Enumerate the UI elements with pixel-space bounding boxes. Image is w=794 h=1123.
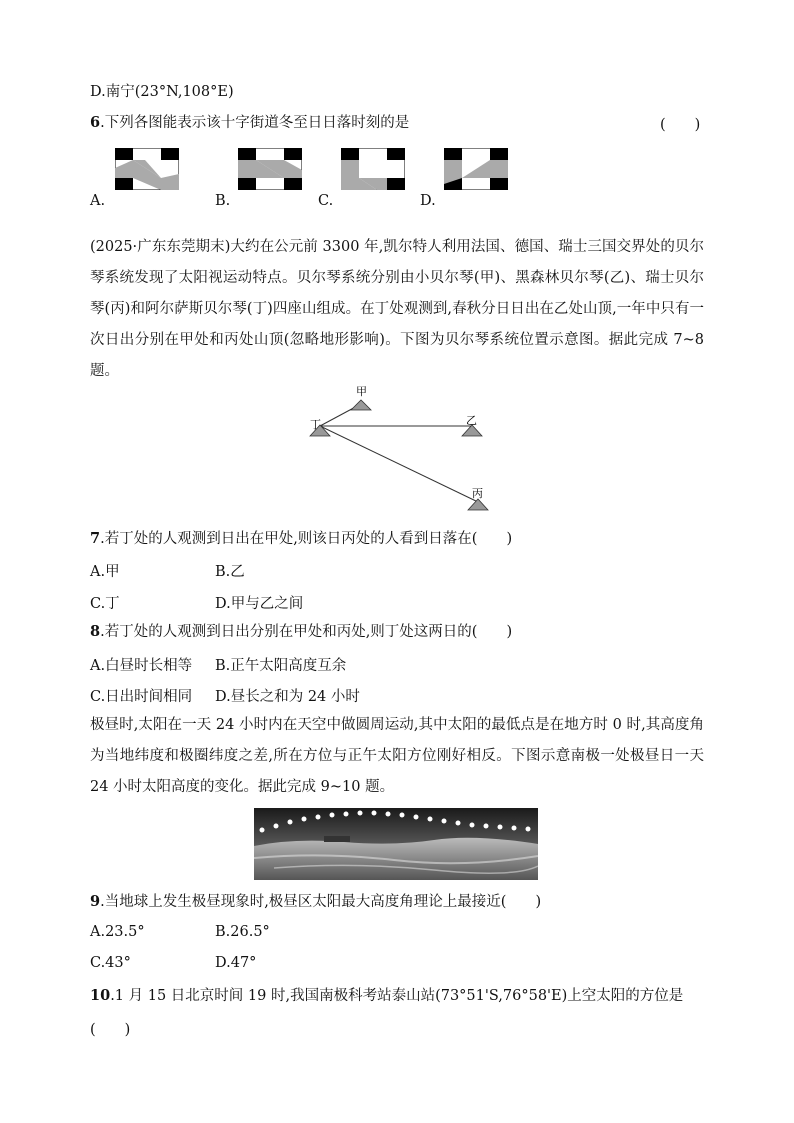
mountain-jia (351, 400, 371, 410)
answer-paren: ( ) (660, 117, 701, 133)
option-d-image (444, 148, 508, 190)
label-bing: 丙 (472, 487, 483, 500)
q8-option-a: A.白昼时长相等 (90, 658, 193, 674)
option-b-image (238, 148, 302, 190)
q7-option-a: A.甲 (90, 564, 120, 580)
belchen-diagram (300, 380, 500, 515)
question-text: .下列各图能表示该十字街道冬至日日落时刻的是 (100, 115, 410, 131)
midnight-sun-photo (254, 808, 538, 880)
question-9 (90, 892, 541, 912)
question-text: .1 月 15 日北京时间 19 时,我国南极科考站泰山站(73°51'S,76°58'E)上空太阳的方位是 (110, 988, 684, 1004)
q8-option-c: C.日出时间相同 (90, 689, 193, 705)
question-number: 7 (90, 530, 101, 547)
question-text: .若丁处的人观测到日出分别在甲处和丙处,则丁处这两日的( ) (100, 624, 513, 640)
passage-9-10: 极昼时,太阳在一天 24 小时内在天空中做圆周运动,其中太阳的最低点是在地方时 0 时,其高度角为当地纬度和极圈纬度之差,所在方位与正午太阳方位刚好相反。下图示意南极一处极昼日一天 24 小时太阳高度的变化。据此完成 9~10 题。 (90, 717, 704, 795)
q7-option-c: C.丁 (90, 596, 120, 612)
question-10 (90, 986, 683, 1006)
question-text: .若丁处的人观测到日出在甲处,则该日丙处的人看到日落在( ) (100, 531, 513, 547)
option-c-image (341, 148, 405, 190)
question-number: 6 (90, 114, 101, 131)
question-text: .当地球上发生极昼现象时,极昼区太阳最大高度角理论上最接近( ) (100, 894, 542, 910)
question-7 (90, 529, 512, 549)
q7-option-d: D.甲与乙之间 (215, 596, 304, 612)
option-b-label: B. (215, 193, 231, 209)
label-jia: 甲 (356, 385, 367, 398)
mountain-bing (468, 499, 488, 510)
question-number: 8 (90, 623, 101, 640)
q8-option-d: D.昼长之和为 24 小时 (215, 689, 360, 705)
q9-option-c: C.43° (90, 955, 131, 971)
answer-paren: ( ) (90, 1022, 131, 1038)
question-8 (90, 622, 512, 642)
label-ding: 丁 (310, 418, 321, 431)
q9-option-d: D.47° (215, 955, 257, 971)
q5-option-d: D.南宁(23°N,108°E) (90, 84, 234, 100)
question-6 (90, 113, 409, 133)
q9-option-a: A.23.5° (90, 924, 145, 940)
q7-option-b: B.乙 (215, 564, 245, 580)
label-yi: 乙 (466, 414, 477, 427)
option-a-image (115, 148, 179, 190)
option-a-label: A. (90, 193, 106, 209)
option-d-label: D. (420, 193, 436, 209)
q9-option-b: B.26.5° (215, 924, 270, 940)
q8-option-b: B.正午太阳高度互余 (215, 658, 347, 674)
passage-7-8: (2025·广东东莞期末)大约在公元前 3300 年,凯尔特人利用法国、德国、瑞士三国交界处的贝尔琴系统发现了太阳视运动特点。贝尔琴系统分别由小贝尔琴(甲)、黑森林贝尔琴(乙)、瑞士贝尔琴(丙)和阿尔萨斯贝尔琴(丁)四座山组成。在丁处观测到,春秋分日日出在乙处山顶,一年中只有一次日出分别在甲处和丙处山顶(忽略地形影响)。下图为贝尔琴系统位置示意图。据此完成 7~8 题。 (90, 239, 704, 379)
question-number: 9 (90, 893, 101, 910)
option-c-label: C. (318, 193, 334, 209)
question-number: 10 (90, 987, 111, 1004)
